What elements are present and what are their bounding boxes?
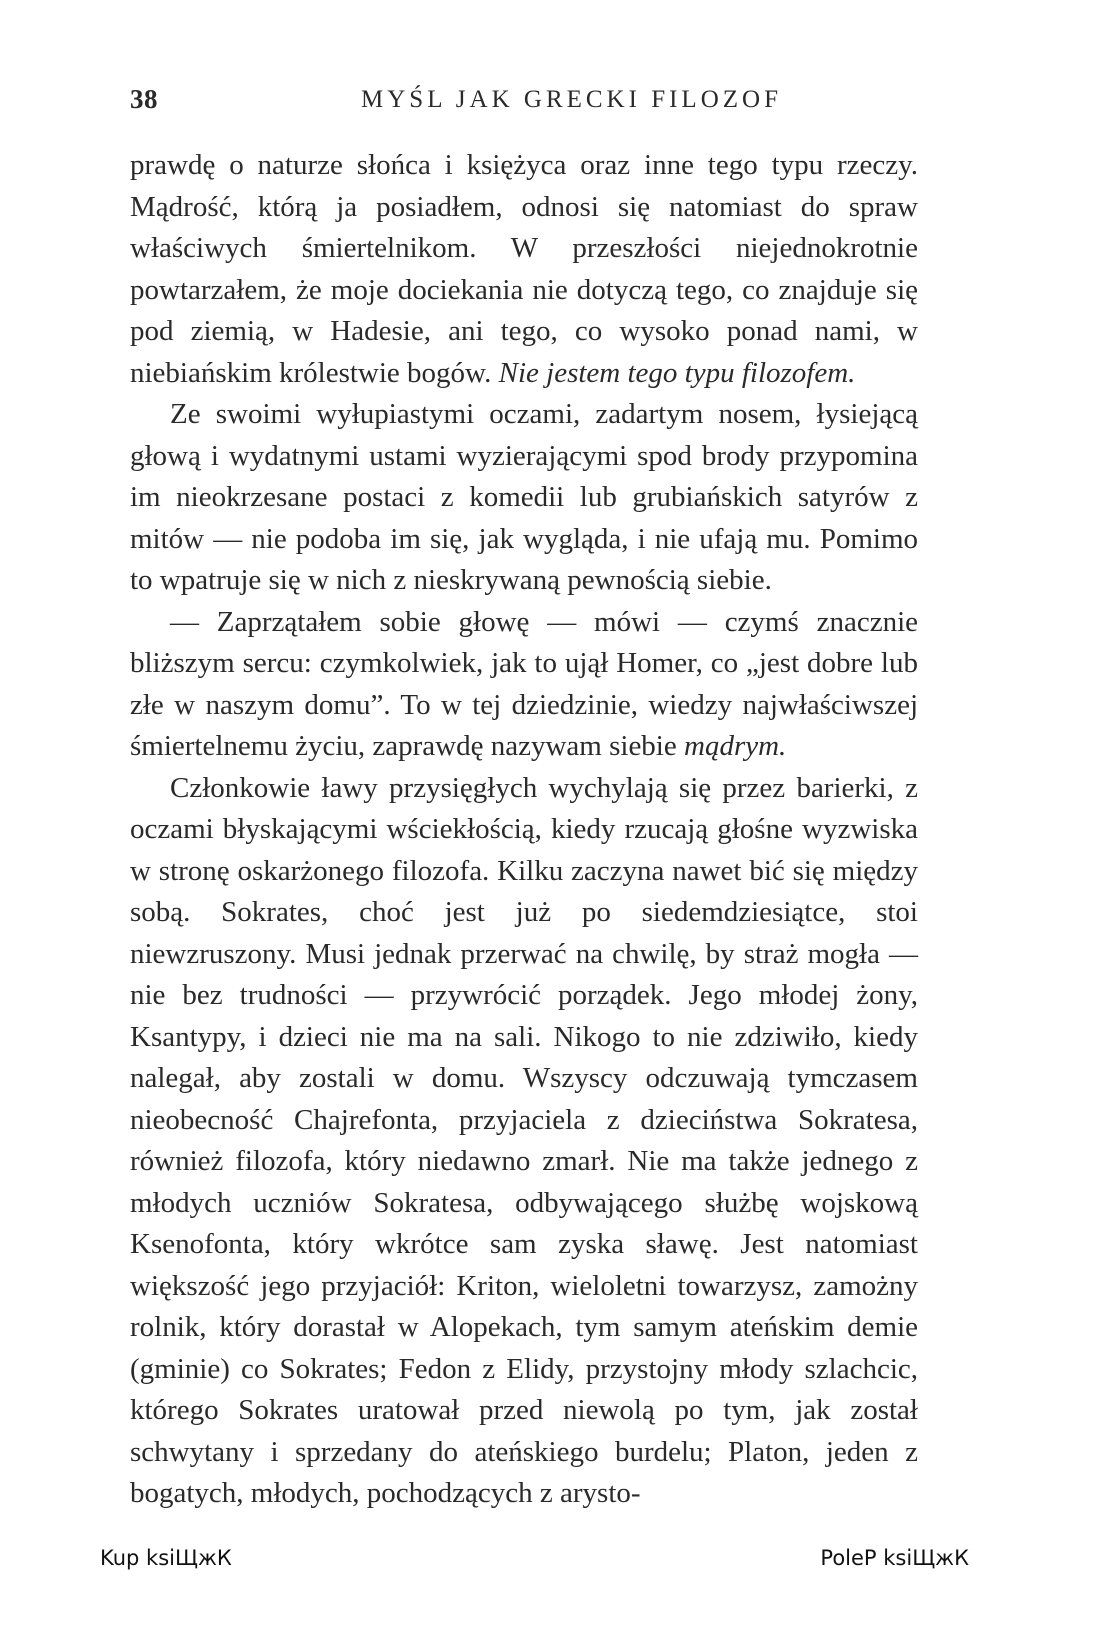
paragraph-1 <box>130 145 918 394</box>
running-title: MYŚL JAK GRECKI FILOZOF <box>361 86 782 113</box>
paragraph-4: Członkowie ławy przysięgłych wychylają się przez barierki, z oczami błyskającymi wściekłością, kiedy rzucają głośne wyzwiska w stronę oskarżonego filozofa. Kilku zaczyna nawet bić się między sobą. Sokrates, choć jest już po siedemdziesiątce, stoi niewzruszony. Musi jednak przerwać na chwilę, by straż mogła — nie bez trudności — przywrócić porządek. Jego młodej żony, Ksantypy, i dzieci nie ma na sali. Nikogo to nie zdziwiło, kiedy nalegał, aby zostali w domu. Wszyscy odczuwają tymczasem nieobecność Chajrefonta, przyjaciela z dzieciństwa Sokratesa, również filozofa, który niedawno zmarł. Nie ma także jednego z młodych uczniów Sokratesa, odbywającego służbę wojskową Ksenofonta, który wkrótce sam zyska sławę. Jest natomiast większość jego przyjaciół: Kriton, wieloletni towarzysz, zamożny rolnik, który dorastał w Alopekach, tym samym ateńskim demie (gminie) co Sokrates; Fedon z Elidy, przystojny młody szlachcic, którego Sokrates uratował przed niewolą po tym, jak został schwytany i sprzedany do ateńskiego burdelu; Platon, jeden z bogatych, młodych, pochodzących z arysto- <box>130 771 918 1509</box>
paragraph-2: Ze swoimi wyłupiastymi oczami, zadartym nosem, łysiejącą głową i wydatnymi ustami wyzierającymi spod brody przypomina im nieokrzesane postaci z komedii lub grubiańskich satyrów z mitów — nie podoba im się, jak wygląda, i nie ufają mu. Pomimo to wpatruje się w nich z nieskrywaną pewnością siebie. <box>130 398 918 596</box>
paragraph-3 <box>130 602 918 768</box>
paragraph-1-italic: Nie jestem tego typu filozofem. <box>498 356 856 389</box>
paragraph-3-text: — Zaprzątałem sobie głowę — mówi — czymś znacznie bliższym sercu: czymkolwiek, jak to ujął Homer, co „jest dobre lub złe w naszym domu”. To w tej dziedzinie, wiedzy najwłaściwszej śmiertelnemu życiu, zaprawdę nazywam siebie <box>130 605 918 762</box>
body-text <box>130 145 918 1515</box>
buy-book-link[interactable]: Kup ksiЩжК <box>100 1546 232 1570</box>
recommend-book-link[interactable]: PoleР ksiЩжК <box>820 1546 969 1570</box>
paragraph-1-text: prawdę o naturze słońca i księżyca oraz inne tego typu rzeczy. Mądrość, którą ja posiadłem, odnosi się natomiast do spraw właściwych śmiertelnikom. W przeszłości niejednokrotnie powtarzałem, że moje dociekania nie dotyczą tego, co znajduje się pod ziemią, w Hadesie, ani tego, co wysoko ponad nami, w niebiańskim królestwie bogów. <box>130 149 918 389</box>
page-number: 38 <box>130 84 158 114</box>
paragraph-3-italic: mądrym. <box>684 730 787 762</box>
